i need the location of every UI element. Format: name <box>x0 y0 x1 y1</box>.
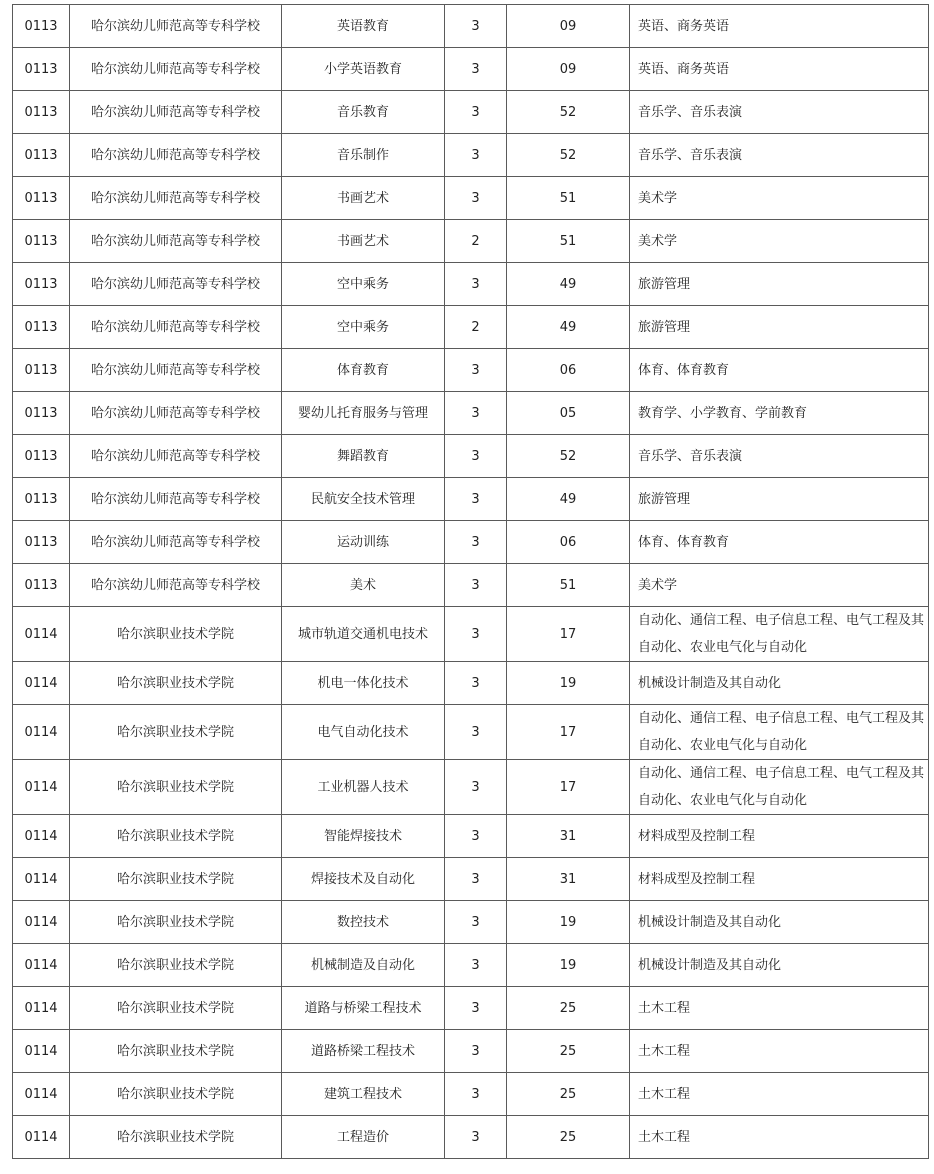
table-row <box>13 858 929 901</box>
target-majors-cell: 音乐学、音乐表演 <box>630 91 929 134</box>
target-majors-cell: 音乐学、音乐表演 <box>630 134 929 177</box>
target-majors-cell: 教育学、小学教育、学前教育 <box>630 392 929 435</box>
school-code-cell: 0113 <box>13 435 70 478</box>
major-name-cell: 机电一体化技术 <box>282 662 445 705</box>
category-code-cell: 09 <box>507 48 630 91</box>
school-name-cell: 哈尔滨幼儿师范高等专科学校 <box>70 349 282 392</box>
duration-cell: 3 <box>445 392 507 435</box>
table-row <box>13 177 929 220</box>
target-majors-cell: 自动化、通信工程、电子信息工程、电气工程及其自动化、农业电气化与自动化 <box>630 705 929 760</box>
table-row <box>13 705 929 760</box>
target-majors-cell: 机械设计制造及其自动化 <box>630 662 929 705</box>
school-code-cell: 0113 <box>13 349 70 392</box>
duration-cell: 3 <box>445 901 507 944</box>
school-code-cell: 0114 <box>13 901 70 944</box>
school-code-cell: 0114 <box>13 760 70 815</box>
category-code-cell: 25 <box>507 987 630 1030</box>
school-name-cell: 哈尔滨职业技术学院 <box>70 662 282 705</box>
table-row <box>13 607 929 662</box>
school-code-cell: 0113 <box>13 521 70 564</box>
duration-cell: 2 <box>445 220 507 263</box>
category-code-cell: 17 <box>507 760 630 815</box>
category-code-cell: 31 <box>507 858 630 901</box>
table-row <box>13 478 929 521</box>
category-code-cell: 25 <box>507 1116 630 1159</box>
school-code-cell: 0113 <box>13 220 70 263</box>
category-code-cell: 51 <box>507 220 630 263</box>
category-code-cell: 52 <box>507 435 630 478</box>
duration-cell: 3 <box>445 705 507 760</box>
major-name-cell: 音乐教育 <box>282 91 445 134</box>
duration-cell: 3 <box>445 435 507 478</box>
school-name-cell: 哈尔滨幼儿师范高等专科学校 <box>70 521 282 564</box>
target-majors-cell: 机械设计制造及其自动化 <box>630 901 929 944</box>
major-name-cell: 道路桥梁工程技术 <box>282 1030 445 1073</box>
school-code-cell: 0114 <box>13 662 70 705</box>
target-majors-cell: 音乐学、音乐表演 <box>630 435 929 478</box>
table-row <box>13 48 929 91</box>
school-code-cell: 0114 <box>13 1073 70 1116</box>
target-majors-cell: 英语、商务英语 <box>630 48 929 91</box>
category-code-cell: 09 <box>507 5 630 48</box>
major-name-cell: 舞蹈教育 <box>282 435 445 478</box>
school-name-cell: 哈尔滨职业技术学院 <box>70 1116 282 1159</box>
school-code-cell: 0114 <box>13 1030 70 1073</box>
major-name-cell: 书画艺术 <box>282 220 445 263</box>
table-row <box>13 815 929 858</box>
school-name-cell: 哈尔滨幼儿师范高等专科学校 <box>70 134 282 177</box>
table-row <box>13 5 929 48</box>
target-majors-cell: 旅游管理 <box>630 478 929 521</box>
school-code-cell: 0114 <box>13 815 70 858</box>
table-row <box>13 392 929 435</box>
category-code-cell: 19 <box>507 944 630 987</box>
table-row <box>13 564 929 607</box>
target-majors-cell: 土木工程 <box>630 987 929 1030</box>
category-code-cell: 19 <box>507 662 630 705</box>
table-row <box>13 435 929 478</box>
school-name-cell: 哈尔滨职业技术学院 <box>70 858 282 901</box>
category-code-cell: 06 <box>507 349 630 392</box>
major-name-cell: 空中乘务 <box>282 263 445 306</box>
program-table <box>12 4 929 1159</box>
school-code-cell: 0113 <box>13 564 70 607</box>
duration-cell: 3 <box>445 1116 507 1159</box>
category-code-cell: 52 <box>507 91 630 134</box>
category-code-cell: 51 <box>507 177 630 220</box>
school-code-cell: 0114 <box>13 1116 70 1159</box>
target-majors-cell: 英语、商务英语 <box>630 5 929 48</box>
major-name-cell: 美术 <box>282 564 445 607</box>
major-name-cell: 书画艺术 <box>282 177 445 220</box>
target-majors-cell: 机械设计制造及其自动化 <box>630 944 929 987</box>
duration-cell: 3 <box>445 263 507 306</box>
school-name-cell: 哈尔滨幼儿师范高等专科学校 <box>70 435 282 478</box>
table-row <box>13 1030 929 1073</box>
duration-cell: 3 <box>445 349 507 392</box>
major-name-cell: 焊接技术及自动化 <box>282 858 445 901</box>
duration-cell: 3 <box>445 5 507 48</box>
duration-cell: 3 <box>445 1073 507 1116</box>
school-name-cell: 哈尔滨职业技术学院 <box>70 987 282 1030</box>
duration-cell: 3 <box>445 858 507 901</box>
school-code-cell: 0113 <box>13 5 70 48</box>
duration-cell: 2 <box>445 306 507 349</box>
target-majors-cell: 体育、体育教育 <box>630 349 929 392</box>
school-name-cell: 哈尔滨幼儿师范高等专科学校 <box>70 48 282 91</box>
duration-cell: 3 <box>445 48 507 91</box>
school-name-cell: 哈尔滨职业技术学院 <box>70 705 282 760</box>
school-name-cell: 哈尔滨幼儿师范高等专科学校 <box>70 478 282 521</box>
target-majors-cell: 旅游管理 <box>630 263 929 306</box>
duration-cell: 3 <box>445 944 507 987</box>
target-majors-cell: 自动化、通信工程、电子信息工程、电气工程及其自动化、农业电气化与自动化 <box>630 607 929 662</box>
table-row <box>13 760 929 815</box>
category-code-cell: 17 <box>507 705 630 760</box>
category-code-cell: 52 <box>507 134 630 177</box>
category-code-cell: 49 <box>507 263 630 306</box>
major-name-cell: 电气自动化技术 <box>282 705 445 760</box>
major-name-cell: 建筑工程技术 <box>282 1073 445 1116</box>
target-majors-cell: 土木工程 <box>630 1073 929 1116</box>
major-name-cell: 英语教育 <box>282 5 445 48</box>
major-name-cell: 婴幼儿托育服务与管理 <box>282 392 445 435</box>
school-code-cell: 0113 <box>13 134 70 177</box>
school-name-cell: 哈尔滨职业技术学院 <box>70 944 282 987</box>
duration-cell: 3 <box>445 177 507 220</box>
target-majors-cell: 材料成型及控制工程 <box>630 858 929 901</box>
table-row <box>13 220 929 263</box>
table-row <box>13 944 929 987</box>
duration-cell: 3 <box>445 478 507 521</box>
school-name-cell: 哈尔滨幼儿师范高等专科学校 <box>70 263 282 306</box>
category-code-cell: 31 <box>507 815 630 858</box>
school-name-cell: 哈尔滨职业技术学院 <box>70 815 282 858</box>
category-code-cell: 49 <box>507 306 630 349</box>
school-code-cell: 0114 <box>13 944 70 987</box>
school-code-cell: 0114 <box>13 987 70 1030</box>
target-majors-cell: 美术学 <box>630 177 929 220</box>
school-code-cell: 0113 <box>13 177 70 220</box>
major-name-cell: 小学英语教育 <box>282 48 445 91</box>
school-name-cell: 哈尔滨职业技术学院 <box>70 1030 282 1073</box>
major-name-cell: 工程造价 <box>282 1116 445 1159</box>
category-code-cell: 25 <box>507 1073 630 1116</box>
major-name-cell: 运动训练 <box>282 521 445 564</box>
target-majors-cell: 旅游管理 <box>630 306 929 349</box>
school-code-cell: 0114 <box>13 858 70 901</box>
major-name-cell: 数控技术 <box>282 901 445 944</box>
table-row <box>13 91 929 134</box>
duration-cell: 3 <box>445 91 507 134</box>
category-code-cell: 17 <box>507 607 630 662</box>
duration-cell: 3 <box>445 662 507 705</box>
target-majors-cell: 土木工程 <box>630 1116 929 1159</box>
table-row <box>13 901 929 944</box>
school-code-cell: 0113 <box>13 91 70 134</box>
school-code-cell: 0113 <box>13 478 70 521</box>
table-row <box>13 521 929 564</box>
table-row <box>13 263 929 306</box>
major-name-cell: 音乐制作 <box>282 134 445 177</box>
major-name-cell: 空中乘务 <box>282 306 445 349</box>
major-name-cell: 道路与桥梁工程技术 <box>282 987 445 1030</box>
table-row <box>13 1073 929 1116</box>
target-majors-cell: 自动化、通信工程、电子信息工程、电气工程及其自动化、农业电气化与自动化 <box>630 760 929 815</box>
target-majors-cell: 体育、体育教育 <box>630 521 929 564</box>
duration-cell: 3 <box>445 521 507 564</box>
table-row <box>13 662 929 705</box>
major-name-cell: 城市轨道交通机电技术 <box>282 607 445 662</box>
school-code-cell: 0114 <box>13 705 70 760</box>
major-name-cell: 工业机器人技术 <box>282 760 445 815</box>
table-row <box>13 1116 929 1159</box>
category-code-cell: 19 <box>507 901 630 944</box>
duration-cell: 3 <box>445 815 507 858</box>
school-name-cell: 哈尔滨幼儿师范高等专科学校 <box>70 220 282 263</box>
target-majors-cell: 美术学 <box>630 220 929 263</box>
major-name-cell: 体育教育 <box>282 349 445 392</box>
duration-cell: 3 <box>445 760 507 815</box>
table-row <box>13 134 929 177</box>
table-row <box>13 306 929 349</box>
school-name-cell: 哈尔滨幼儿师范高等专科学校 <box>70 91 282 134</box>
school-code-cell: 0113 <box>13 306 70 349</box>
school-name-cell: 哈尔滨职业技术学院 <box>70 607 282 662</box>
school-name-cell: 哈尔滨幼儿师范高等专科学校 <box>70 177 282 220</box>
school-code-cell: 0114 <box>13 607 70 662</box>
table-row <box>13 349 929 392</box>
school-code-cell: 0113 <box>13 263 70 306</box>
duration-cell: 3 <box>445 607 507 662</box>
category-code-cell: 06 <box>507 521 630 564</box>
duration-cell: 3 <box>445 134 507 177</box>
category-code-cell: 49 <box>507 478 630 521</box>
table-row <box>13 987 929 1030</box>
category-code-cell: 51 <box>507 564 630 607</box>
duration-cell: 3 <box>445 1030 507 1073</box>
major-name-cell: 民航安全技术管理 <box>282 478 445 521</box>
school-name-cell: 哈尔滨职业技术学院 <box>70 1073 282 1116</box>
target-majors-cell: 美术学 <box>630 564 929 607</box>
category-code-cell: 25 <box>507 1030 630 1073</box>
major-name-cell: 智能焊接技术 <box>282 815 445 858</box>
table-body <box>13 5 929 1159</box>
school-name-cell: 哈尔滨职业技术学院 <box>70 760 282 815</box>
target-majors-cell: 材料成型及控制工程 <box>630 815 929 858</box>
school-code-cell: 0113 <box>13 392 70 435</box>
school-name-cell: 哈尔滨幼儿师范高等专科学校 <box>70 564 282 607</box>
duration-cell: 3 <box>445 987 507 1030</box>
school-name-cell: 哈尔滨幼儿师范高等专科学校 <box>70 392 282 435</box>
school-name-cell: 哈尔滨幼儿师范高等专科学校 <box>70 5 282 48</box>
target-majors-cell: 土木工程 <box>630 1030 929 1073</box>
duration-cell: 3 <box>445 564 507 607</box>
school-code-cell: 0113 <box>13 48 70 91</box>
major-name-cell: 机械制造及自动化 <box>282 944 445 987</box>
school-name-cell: 哈尔滨职业技术学院 <box>70 901 282 944</box>
school-name-cell: 哈尔滨幼儿师范高等专科学校 <box>70 306 282 349</box>
category-code-cell: 05 <box>507 392 630 435</box>
